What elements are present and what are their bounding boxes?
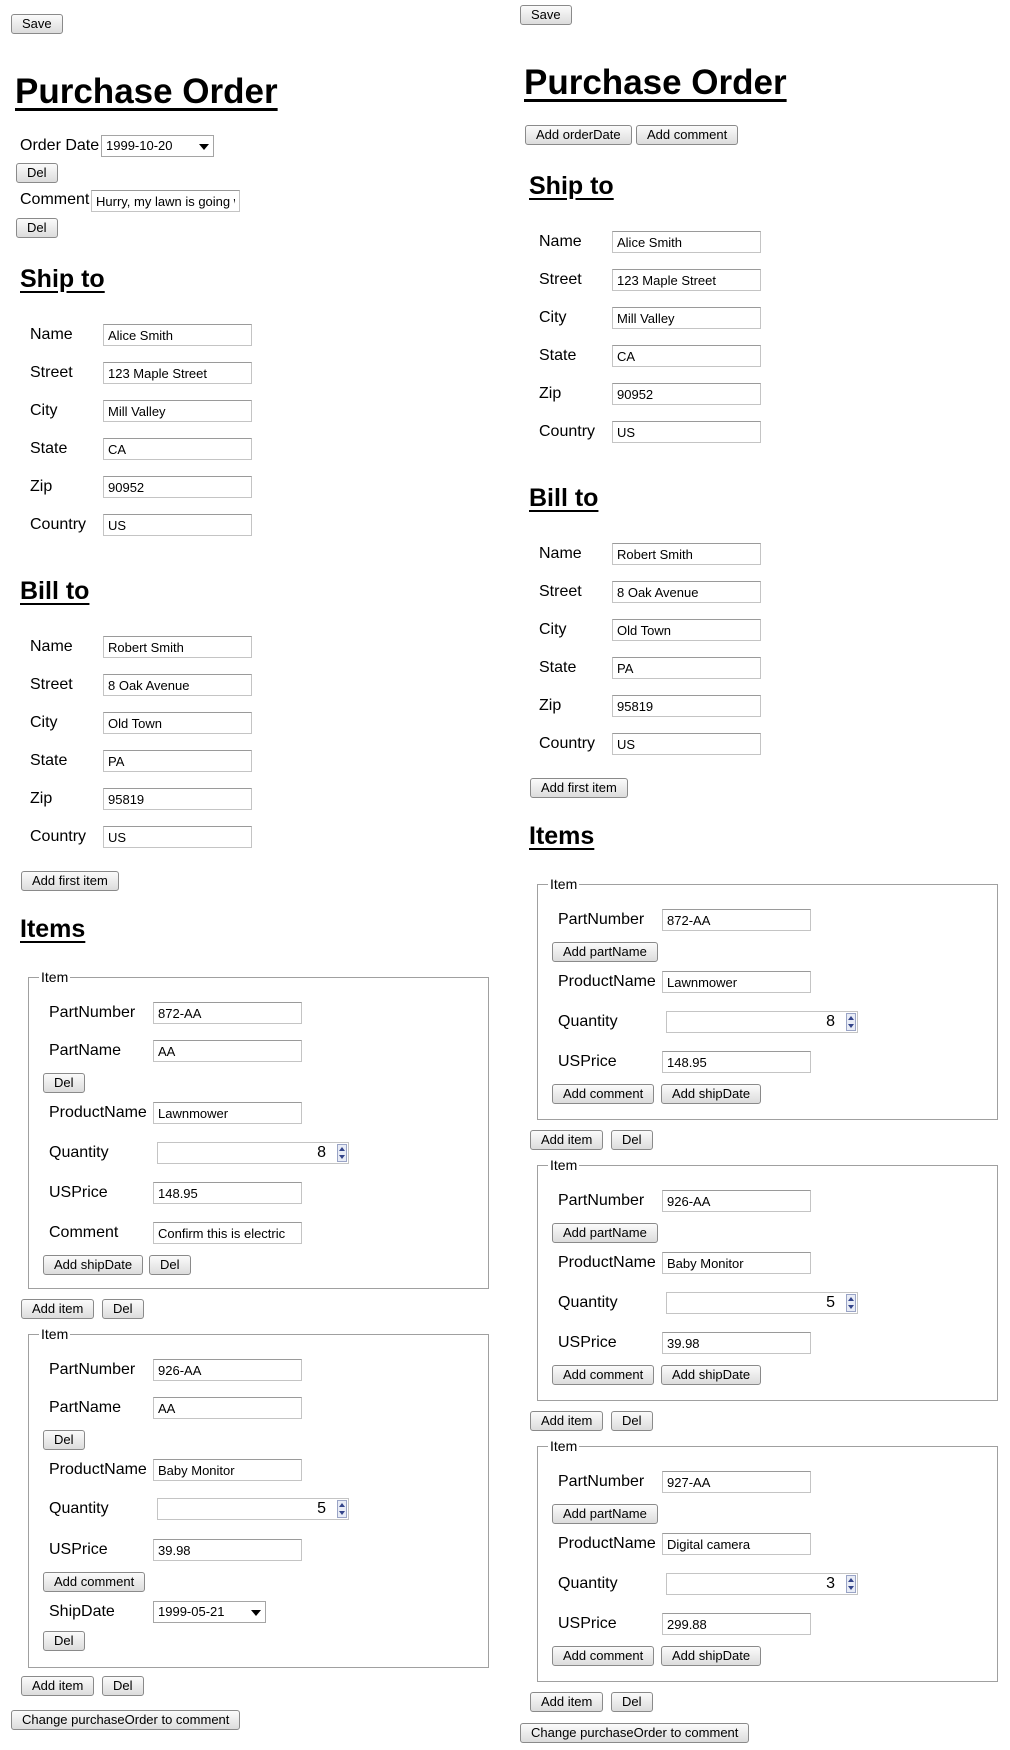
part-number-label: PartNumber	[558, 1192, 645, 1209]
us-price-input[interactable]	[662, 1051, 811, 1073]
part-number-label: PartNumber	[49, 1361, 136, 1378]
item-comment-input[interactable]	[153, 1222, 302, 1244]
ship-state-input[interactable]	[103, 438, 252, 460]
part-number-input[interactable]	[153, 1002, 302, 1024]
add-shipdate-button[interactable]: Add shipDate	[43, 1255, 143, 1275]
bill-state-input[interactable]	[103, 750, 252, 772]
chevron-down-icon	[199, 144, 209, 150]
product-name-label: ProductName	[49, 1104, 147, 1121]
bill-to-heading: Bill to	[20, 577, 90, 605]
bill-city-label: City	[30, 714, 58, 731]
del-order-date-button[interactable]: Del	[16, 163, 58, 183]
bill-name-label: Name	[539, 545, 582, 562]
product-name-input[interactable]	[662, 1533, 811, 1555]
bill-country-input[interactable]	[612, 733, 761, 755]
ship-street-input[interactable]	[612, 269, 761, 291]
quantity-value: 8	[317, 1144, 326, 1161]
add-comment-button[interactable]: Add comment	[636, 125, 738, 145]
ship-country-label: Country	[539, 423, 596, 440]
ship-city-label: City	[30, 402, 58, 419]
product-name-input[interactable]	[662, 1252, 811, 1274]
us-price-label: USPrice	[49, 1541, 108, 1558]
item-comment-label: Comment	[49, 1224, 119, 1241]
bill-state-input[interactable]	[612, 657, 761, 679]
save-button[interactable]: Save	[11, 14, 63, 34]
quantity-stepper[interactable]	[666, 1011, 858, 1033]
ship-zip-input[interactable]	[612, 383, 761, 405]
order-date-label: Order Date	[20, 137, 100, 154]
quantity-stepper[interactable]	[666, 1573, 858, 1595]
bill-to-heading: Bill to	[529, 484, 599, 512]
us-price-input[interactable]	[153, 1539, 302, 1561]
part-number-input[interactable]	[153, 1359, 302, 1381]
add-partname-button[interactable]: Add partName	[552, 942, 658, 962]
ship-date-value: 1999-05-21	[158, 1604, 225, 1619]
quantity-value: 8	[826, 1013, 835, 1030]
part-name-input[interactable]	[153, 1040, 302, 1062]
bill-street-label: Street	[539, 583, 582, 600]
ship-name-input[interactable]	[103, 324, 252, 346]
product-name-input[interactable]	[153, 1459, 302, 1481]
ship-street-label: Street	[539, 271, 582, 288]
ship-country-input[interactable]	[103, 514, 252, 536]
ship-street-input[interactable]	[103, 362, 252, 384]
ship-state-input[interactable]	[612, 345, 761, 367]
add-comment-button[interactable]: Add comment	[552, 1365, 654, 1385]
add-comment-button[interactable]: Add comment	[43, 1572, 145, 1592]
add-item-button[interactable]: Add item	[21, 1299, 94, 1319]
bill-zip-input[interactable]	[612, 695, 761, 717]
add-orderdate-button[interactable]: Add orderDate	[525, 125, 632, 145]
ship-name-label: Name	[30, 326, 73, 343]
change-to-comment-button[interactable]: Change purchaseOrder to comment	[520, 1723, 749, 1743]
ship-zip-label: Zip	[539, 385, 562, 402]
ship-country-label: Country	[30, 516, 87, 533]
us-price-label: USPrice	[558, 1615, 617, 1632]
add-comment-button[interactable]: Add comment	[552, 1646, 654, 1666]
us-price-input[interactable]	[662, 1332, 811, 1354]
page-title: Purchase Order	[524, 63, 787, 102]
part-name-label: PartName	[49, 1399, 122, 1416]
us-price-label: USPrice	[49, 1184, 108, 1201]
bill-zip-label: Zip	[539, 697, 562, 714]
order-date-value: 1999-10-20	[106, 138, 173, 153]
bill-city-input[interactable]	[612, 619, 761, 641]
ship-date-select[interactable]	[153, 1601, 266, 1623]
bill-street-label: Street	[30, 676, 73, 693]
items-heading: Items	[529, 822, 595, 850]
quantity-stepper[interactable]	[666, 1292, 858, 1314]
add-item-button[interactable]: Add item	[530, 1692, 603, 1712]
bill-name-input[interactable]	[103, 636, 252, 658]
add-partname-button[interactable]: Add partName	[552, 1223, 658, 1243]
quantity-label: Quantity	[558, 1294, 618, 1311]
ship-city-label: City	[539, 309, 567, 326]
part-number-input[interactable]	[662, 1471, 811, 1493]
save-button[interactable]: Save	[520, 5, 572, 25]
product-name-label: ProductName	[558, 1254, 656, 1271]
spinner-arrows-icon[interactable]	[846, 1013, 856, 1031]
bill-state-label: State	[30, 752, 68, 769]
change-to-comment-button[interactable]: Change purchaseOrder to comment	[11, 1710, 240, 1730]
part-number-input[interactable]	[662, 909, 811, 931]
product-name-input[interactable]	[153, 1102, 302, 1124]
add-shipdate-button[interactable]: Add shipDate	[661, 1365, 761, 1385]
product-name-label: ProductName	[558, 1535, 656, 1552]
del-comment-button[interactable]: Del	[16, 218, 58, 238]
add-first-item-button[interactable]: Add first item	[530, 778, 628, 798]
comment-label: Comment	[20, 191, 90, 208]
add-first-item-button[interactable]: Add first item	[21, 871, 119, 891]
del-item-button[interactable]: Del	[611, 1692, 653, 1712]
item-legend: Item	[550, 1157, 578, 1173]
item-legend: Item	[550, 876, 578, 892]
quantity-label: Quantity	[49, 1500, 109, 1517]
bill-name-input[interactable]	[612, 543, 761, 565]
bill-city-label: City	[539, 621, 567, 638]
bill-zip-label: Zip	[30, 790, 53, 807]
order-date-select[interactable]	[101, 135, 214, 157]
part-name-input[interactable]	[153, 1397, 302, 1419]
product-name-input[interactable]	[662, 971, 811, 993]
bill-state-label: State	[539, 659, 577, 676]
us-price-label: USPrice	[558, 1334, 617, 1351]
add-shipdate-button[interactable]: Add shipDate	[661, 1084, 761, 1104]
quantity-value: 3	[826, 1575, 835, 1592]
quantity-label: Quantity	[558, 1013, 618, 1030]
part-number-label: PartNumber	[49, 1004, 136, 1021]
bill-country-label: Country	[539, 735, 596, 752]
item-legend: Item	[41, 969, 69, 985]
add-item-button[interactable]: Add item	[530, 1130, 603, 1150]
ship-street-label: Street	[30, 364, 73, 381]
spinner-arrows-icon[interactable]	[846, 1294, 856, 1312]
item-legend: Item	[41, 1326, 69, 1342]
part-name-label: PartName	[49, 1042, 122, 1059]
product-name-label: ProductName	[558, 973, 656, 990]
add-shipdate-button[interactable]: Add shipDate	[661, 1646, 761, 1666]
del-comment-button[interactable]: Del	[149, 1255, 191, 1275]
part-number-label: PartNumber	[558, 911, 645, 928]
bill-street-input[interactable]	[612, 581, 761, 603]
bill-country-label: Country	[30, 828, 87, 845]
quantity-label: Quantity	[558, 1575, 618, 1592]
page-title: Purchase Order	[15, 72, 278, 111]
add-partname-button[interactable]: Add partName	[552, 1504, 658, 1524]
part-number-label: PartNumber	[558, 1473, 645, 1490]
ship-zip-label: Zip	[30, 478, 53, 495]
ship-date-label: ShipDate	[49, 1603, 115, 1620]
quantity-stepper[interactable]	[157, 1498, 349, 1520]
ship-name-input[interactable]	[612, 231, 761, 253]
spinner-arrows-icon[interactable]	[337, 1144, 347, 1162]
ship-name-label: Name	[539, 233, 582, 250]
quantity-label: Quantity	[49, 1144, 109, 1161]
ship-to-heading: Ship to	[20, 265, 105, 293]
us-price-input[interactable]	[662, 1613, 811, 1635]
quantity-value: 5	[826, 1294, 835, 1311]
comment-input[interactable]	[91, 190, 240, 212]
del-item-button[interactable]: Del	[611, 1130, 653, 1150]
us-price-label: USPrice	[558, 1053, 617, 1070]
ship-zip-input[interactable]	[103, 476, 252, 498]
bill-street-input[interactable]	[103, 674, 252, 696]
quantity-stepper[interactable]	[157, 1142, 349, 1164]
bill-name-label: Name	[30, 638, 73, 655]
ship-city-input[interactable]	[612, 307, 761, 329]
product-name-label: ProductName	[49, 1461, 147, 1478]
quantity-value: 5	[317, 1500, 326, 1517]
del-ship-date-button[interactable]: Del	[43, 1631, 85, 1651]
ship-country-input[interactable]	[612, 421, 761, 443]
chevron-down-icon	[251, 1610, 261, 1616]
ship-state-label: State	[30, 440, 68, 457]
ship-city-input[interactable]	[103, 400, 252, 422]
part-number-input[interactable]	[662, 1190, 811, 1212]
bill-city-input[interactable]	[103, 712, 252, 734]
bill-zip-input[interactable]	[103, 788, 252, 810]
item-legend: Item	[550, 1438, 578, 1454]
del-item-button[interactable]: Del	[102, 1676, 144, 1696]
del-part-name-button[interactable]: Del	[43, 1430, 85, 1450]
ship-state-label: State	[539, 347, 577, 364]
spinner-arrows-icon[interactable]	[846, 1575, 856, 1593]
del-item-button[interactable]: Del	[102, 1299, 144, 1319]
add-item-button[interactable]: Add item	[530, 1411, 603, 1431]
ship-to-heading: Ship to	[529, 172, 614, 200]
spinner-arrows-icon[interactable]	[337, 1500, 347, 1518]
add-comment-button[interactable]: Add comment	[552, 1084, 654, 1104]
bill-country-input[interactable]	[103, 826, 252, 848]
us-price-input[interactable]	[153, 1182, 302, 1204]
add-item-button[interactable]: Add item	[21, 1676, 94, 1696]
del-part-name-button[interactable]: Del	[43, 1073, 85, 1093]
items-heading: Items	[20, 915, 86, 943]
del-item-button[interactable]: Del	[611, 1411, 653, 1431]
